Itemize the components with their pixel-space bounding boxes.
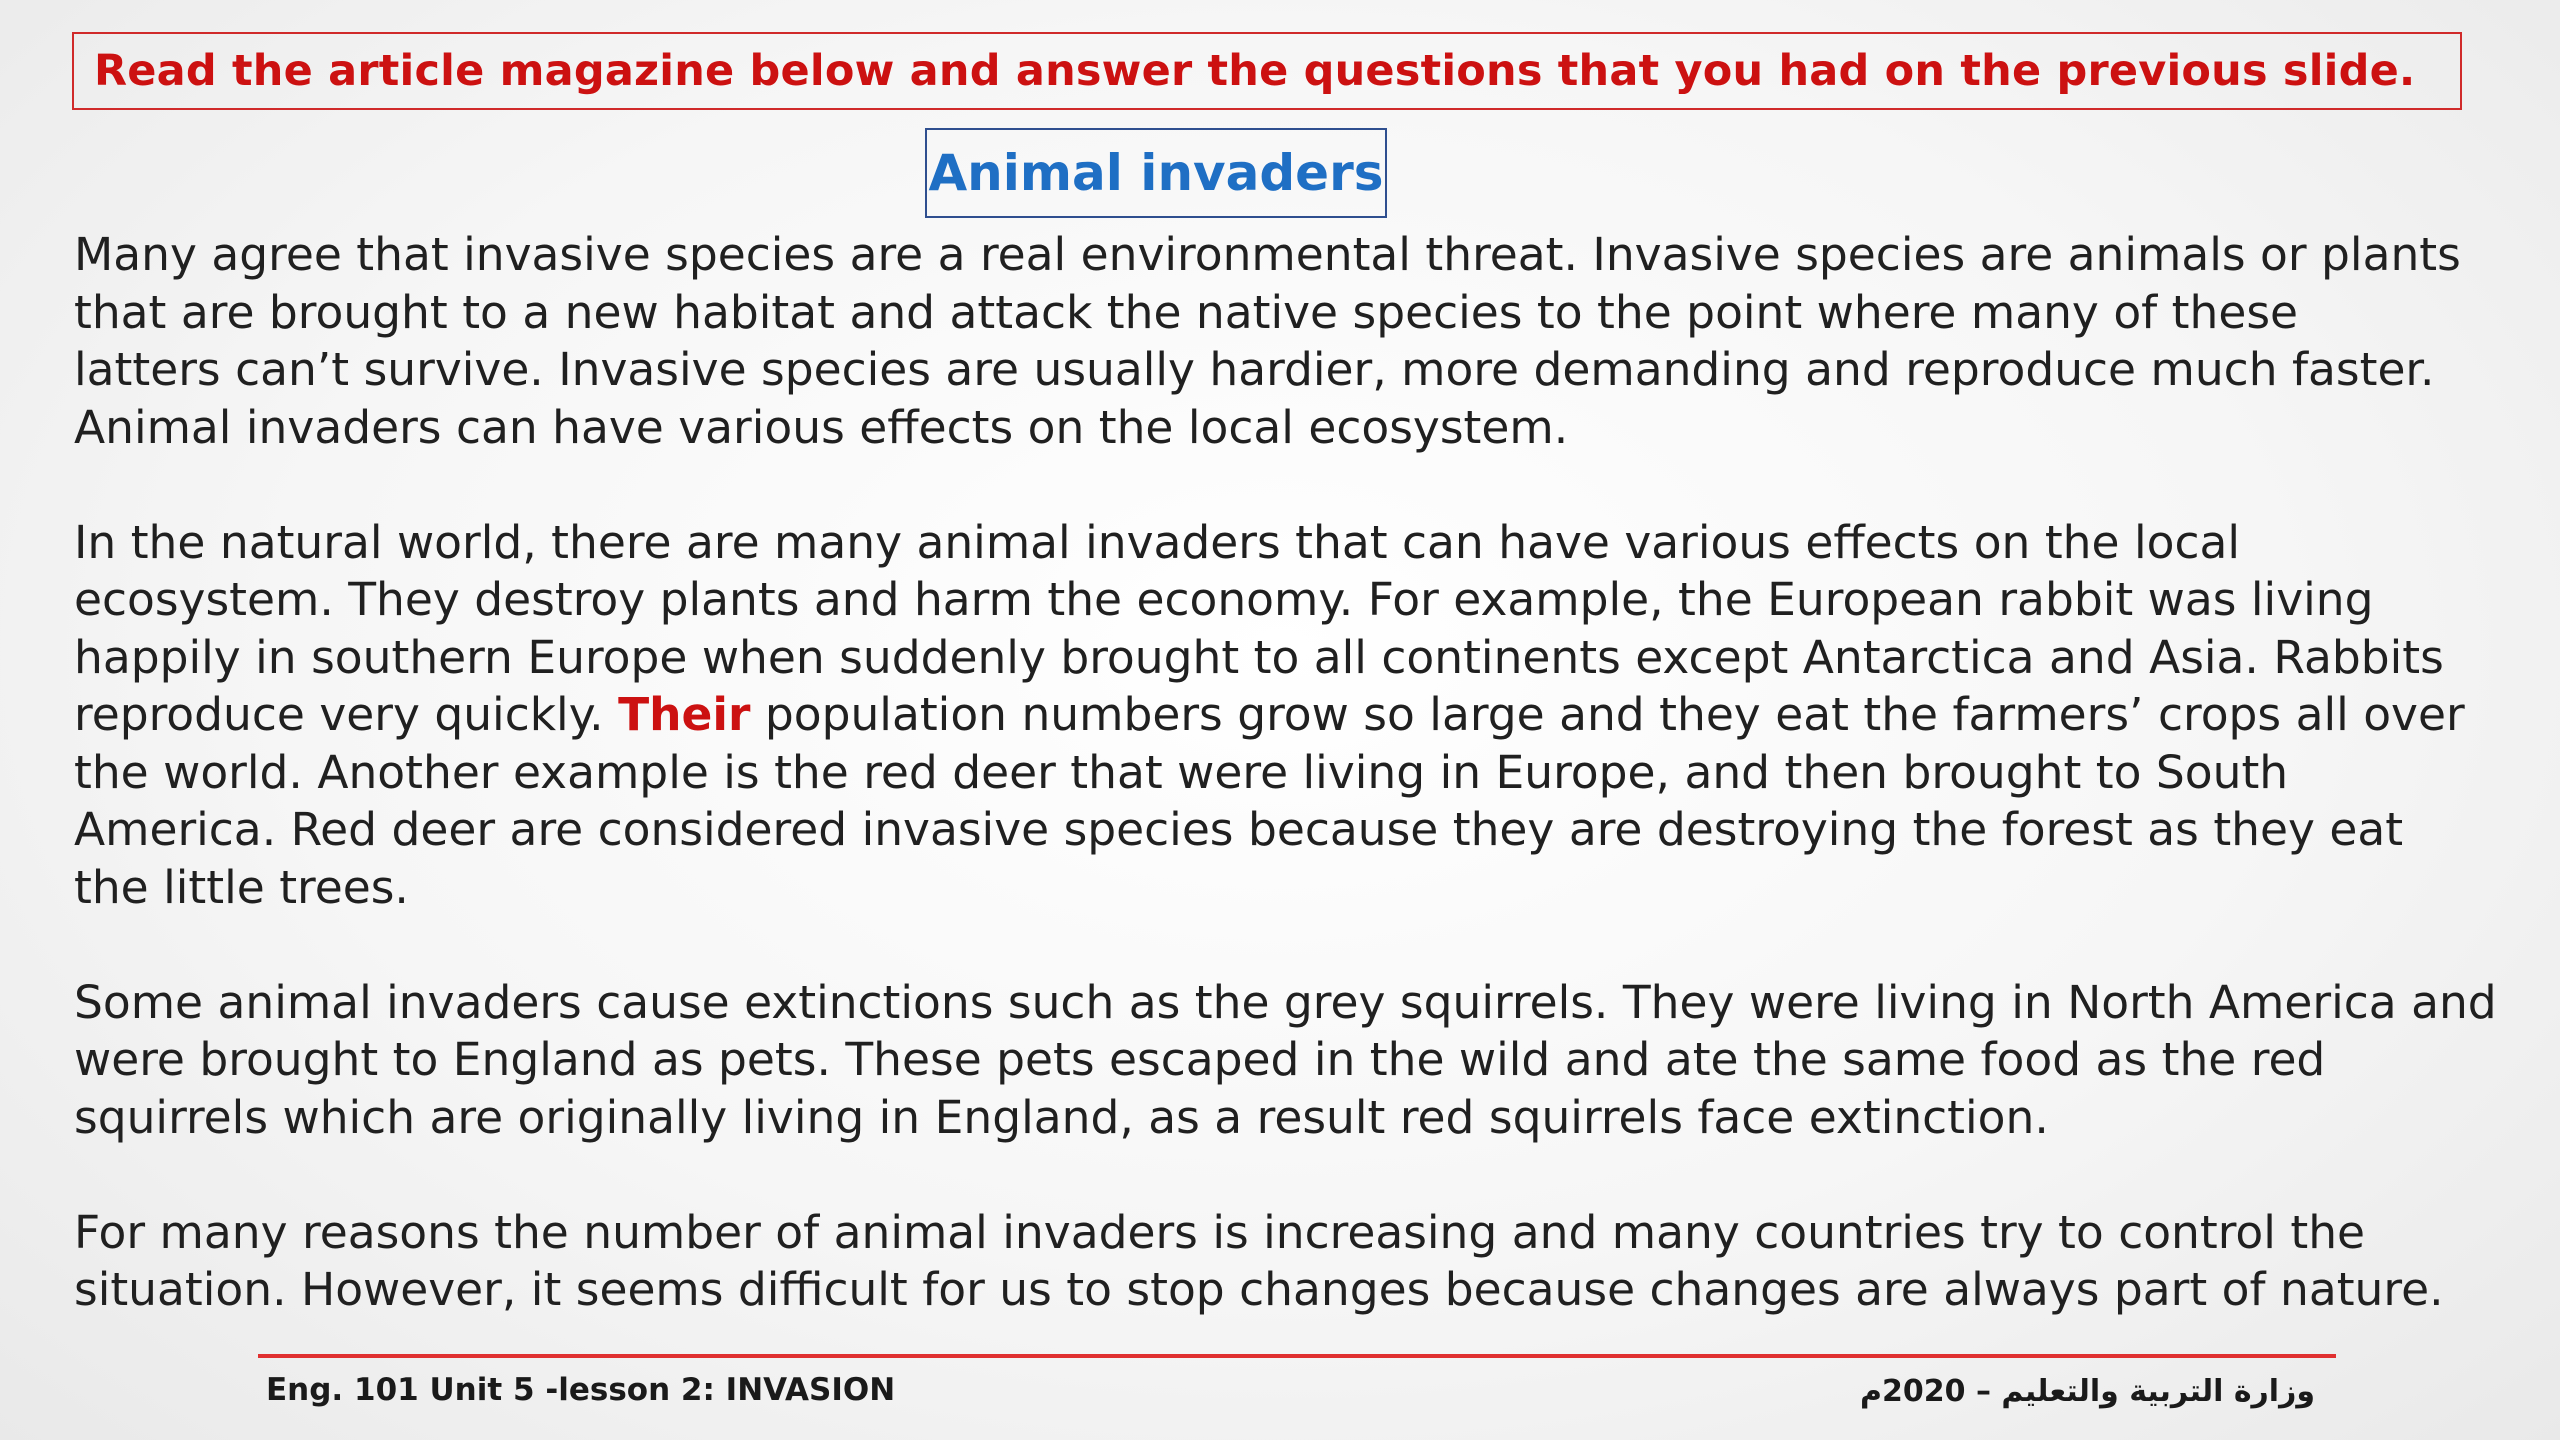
line-segment: reproduce very quickly. xyxy=(74,688,619,741)
text-line: the little trees. xyxy=(74,860,409,914)
text-line: situation. However, it seems difficult for us to stop changes because changes are always part of nature. xyxy=(74,1263,2444,1316)
text-line: ecosystem. They destroy plants and harm the economy. For example, the European rabbit was living xyxy=(74,573,2374,626)
text-line: that are brought to a new habitat and attack the native species to the point where many of these xyxy=(74,285,2299,339)
text-line: Animal invaders can have various effects on the local ecosystem. xyxy=(74,400,1569,454)
paragraph-4 xyxy=(74,1204,2514,1319)
paragraph-1 xyxy=(74,226,2514,456)
line-segment: population numbers grow so large and they eat the farmers’ crops all over xyxy=(750,688,2465,741)
paragraph-2 xyxy=(74,514,2514,917)
text-line: the world. Another example is the red deer that were living in Europe, and then brought to South xyxy=(74,745,2289,799)
text-line: were brought to England as pets. These pets escaped in the wild and ate the same food as the red xyxy=(74,1033,2326,1086)
text-line: squirrels which are originally living in England, as a result red squirrels face extinction. xyxy=(74,1090,2049,1144)
footer-course-label: Eng. 101 Unit 5 -lesson 2: INVASION xyxy=(266,1372,896,1408)
text-line: For many reasons the number of animal invaders is increasing and many countries try to control the xyxy=(74,1205,2366,1259)
footer-ministry-label: وزارة التربية والتعليم – 2020م xyxy=(1860,1374,2316,1409)
text-line: latters can’t survive. Invasive species are usually hardier, more demanding and reproduce much faster. xyxy=(74,343,2435,396)
article-title: Animal invaders xyxy=(928,144,1384,202)
text-line: happily in southern Europe when suddenly brought to all continents except Antarctica and Asia. Rabbits xyxy=(74,630,2444,684)
text-line: In the natural world, there are many animal invaders that can have various effects on the local xyxy=(74,515,2240,569)
text-line: Some animal invaders cause extinctions such as the grey squirrels. They were living in North America and xyxy=(74,975,2497,1029)
article-title-box xyxy=(925,128,1387,218)
highlighted-word: Their xyxy=(618,688,751,741)
article-body xyxy=(74,226,2514,1319)
text-line: America. Red deer are considered invasive species because they are destroying the forest as they eat xyxy=(74,803,2404,856)
text-line-with-highlight xyxy=(74,686,2514,744)
text-line: Many agree that invasive species are a real environmental threat. Invasive species are animals or plants xyxy=(74,228,2461,281)
paragraph-3 xyxy=(74,974,2514,1147)
footer-divider xyxy=(258,1354,2336,1358)
instruction-text: Read the article magazine below and answer the questions that you had on the previous slide. xyxy=(94,46,2416,96)
instruction-box xyxy=(72,32,2462,110)
